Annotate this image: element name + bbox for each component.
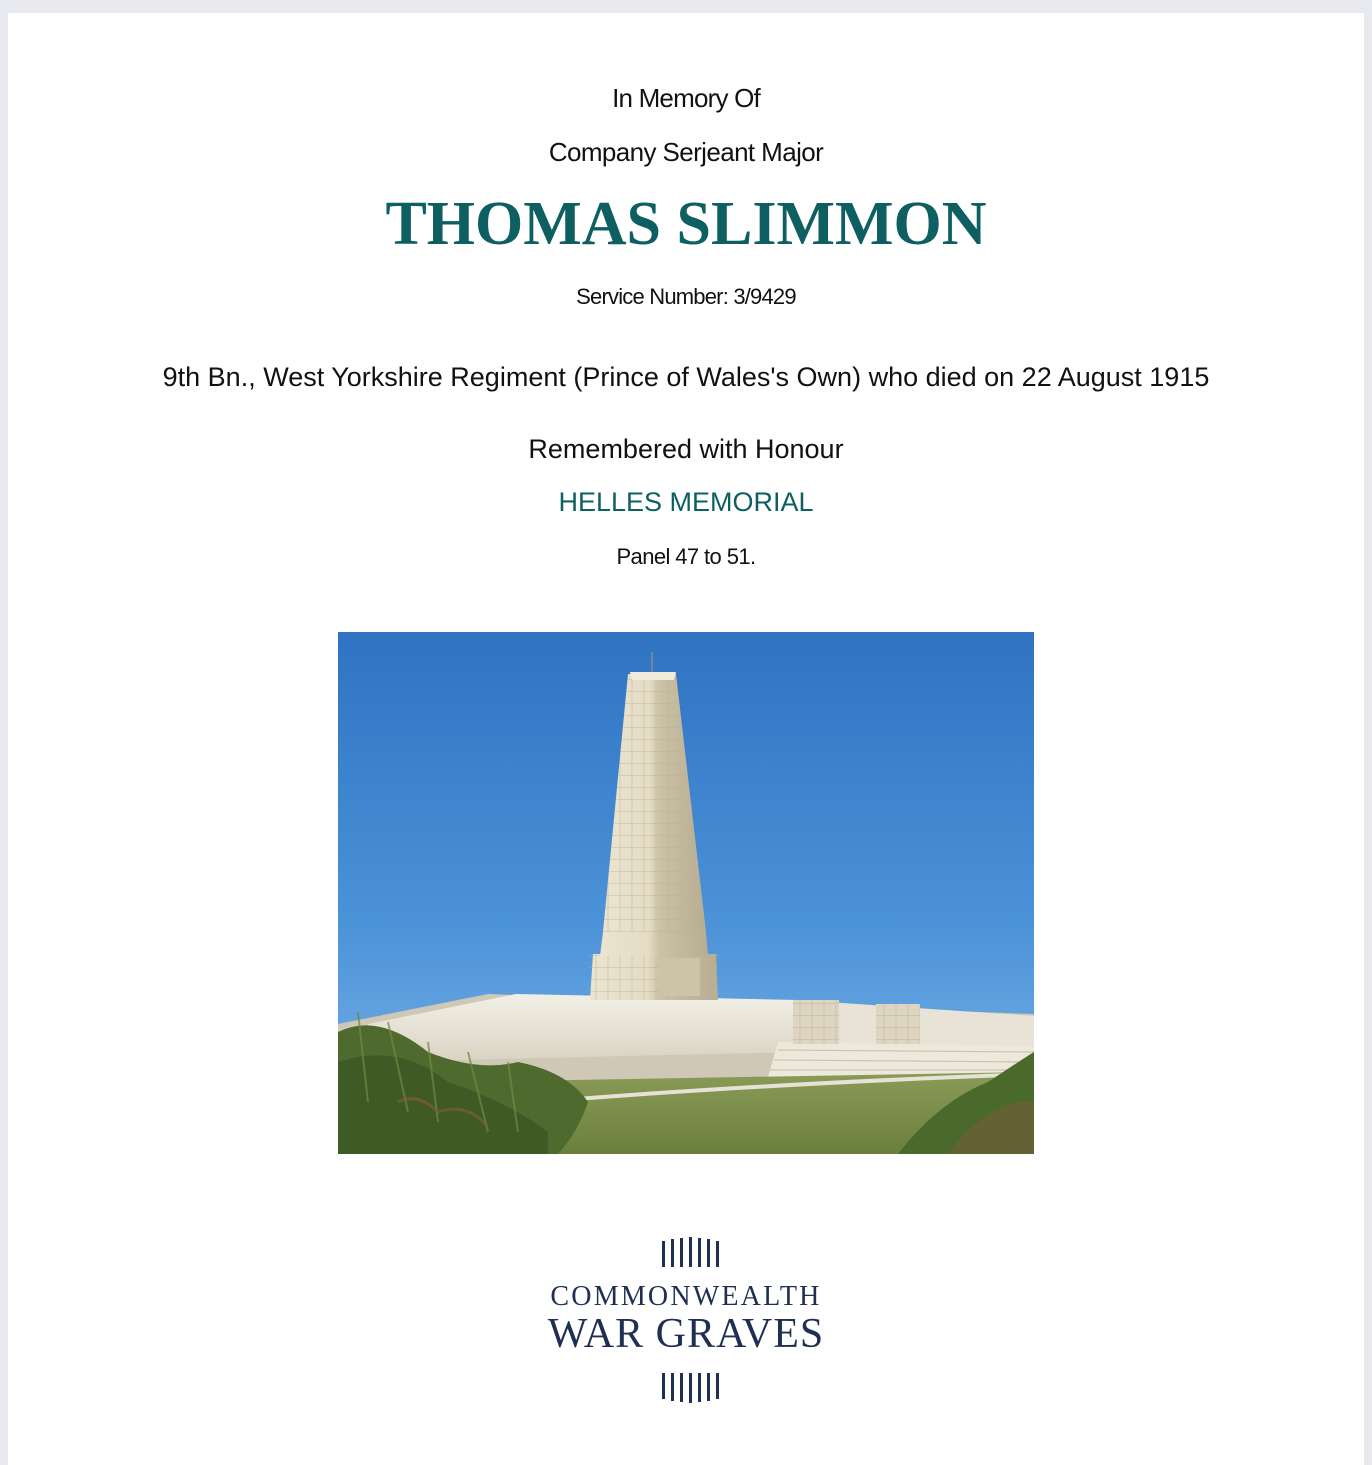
service-number: Service Number: 3/9429 — [576, 284, 796, 309]
casualty-name: THOMAS SLIMMON — [385, 190, 987, 258]
logo-bars-top-icon — [528, 1237, 844, 1267]
remembered-with-honour: Remembered with Honour — [528, 434, 844, 464]
logo-text-war-graves: WAR GRAVES — [547, 1311, 825, 1357]
memorial-name: HELLES MEMORIAL — [558, 487, 814, 517]
unit-and-death-date: 9th Bn., West Yorkshire Regiment (Prince of Wales's Own) who died on 22 August 1915 — [162, 362, 1210, 392]
heading-in-memory-of: In Memory Of — [612, 83, 760, 113]
logo-bars-bottom-icon — [528, 1373, 844, 1403]
certificate-page — [8, 13, 1364, 1465]
rank-text: Company Serjeant Major — [548, 137, 824, 167]
cwgc-logo — [528, 1223, 844, 1413]
logo-text-commonwealth: COMMONWEALTH — [550, 1281, 822, 1312]
memorial-photo — [338, 632, 1034, 1154]
panel-reference: Panel 47 to 51. — [616, 544, 756, 569]
